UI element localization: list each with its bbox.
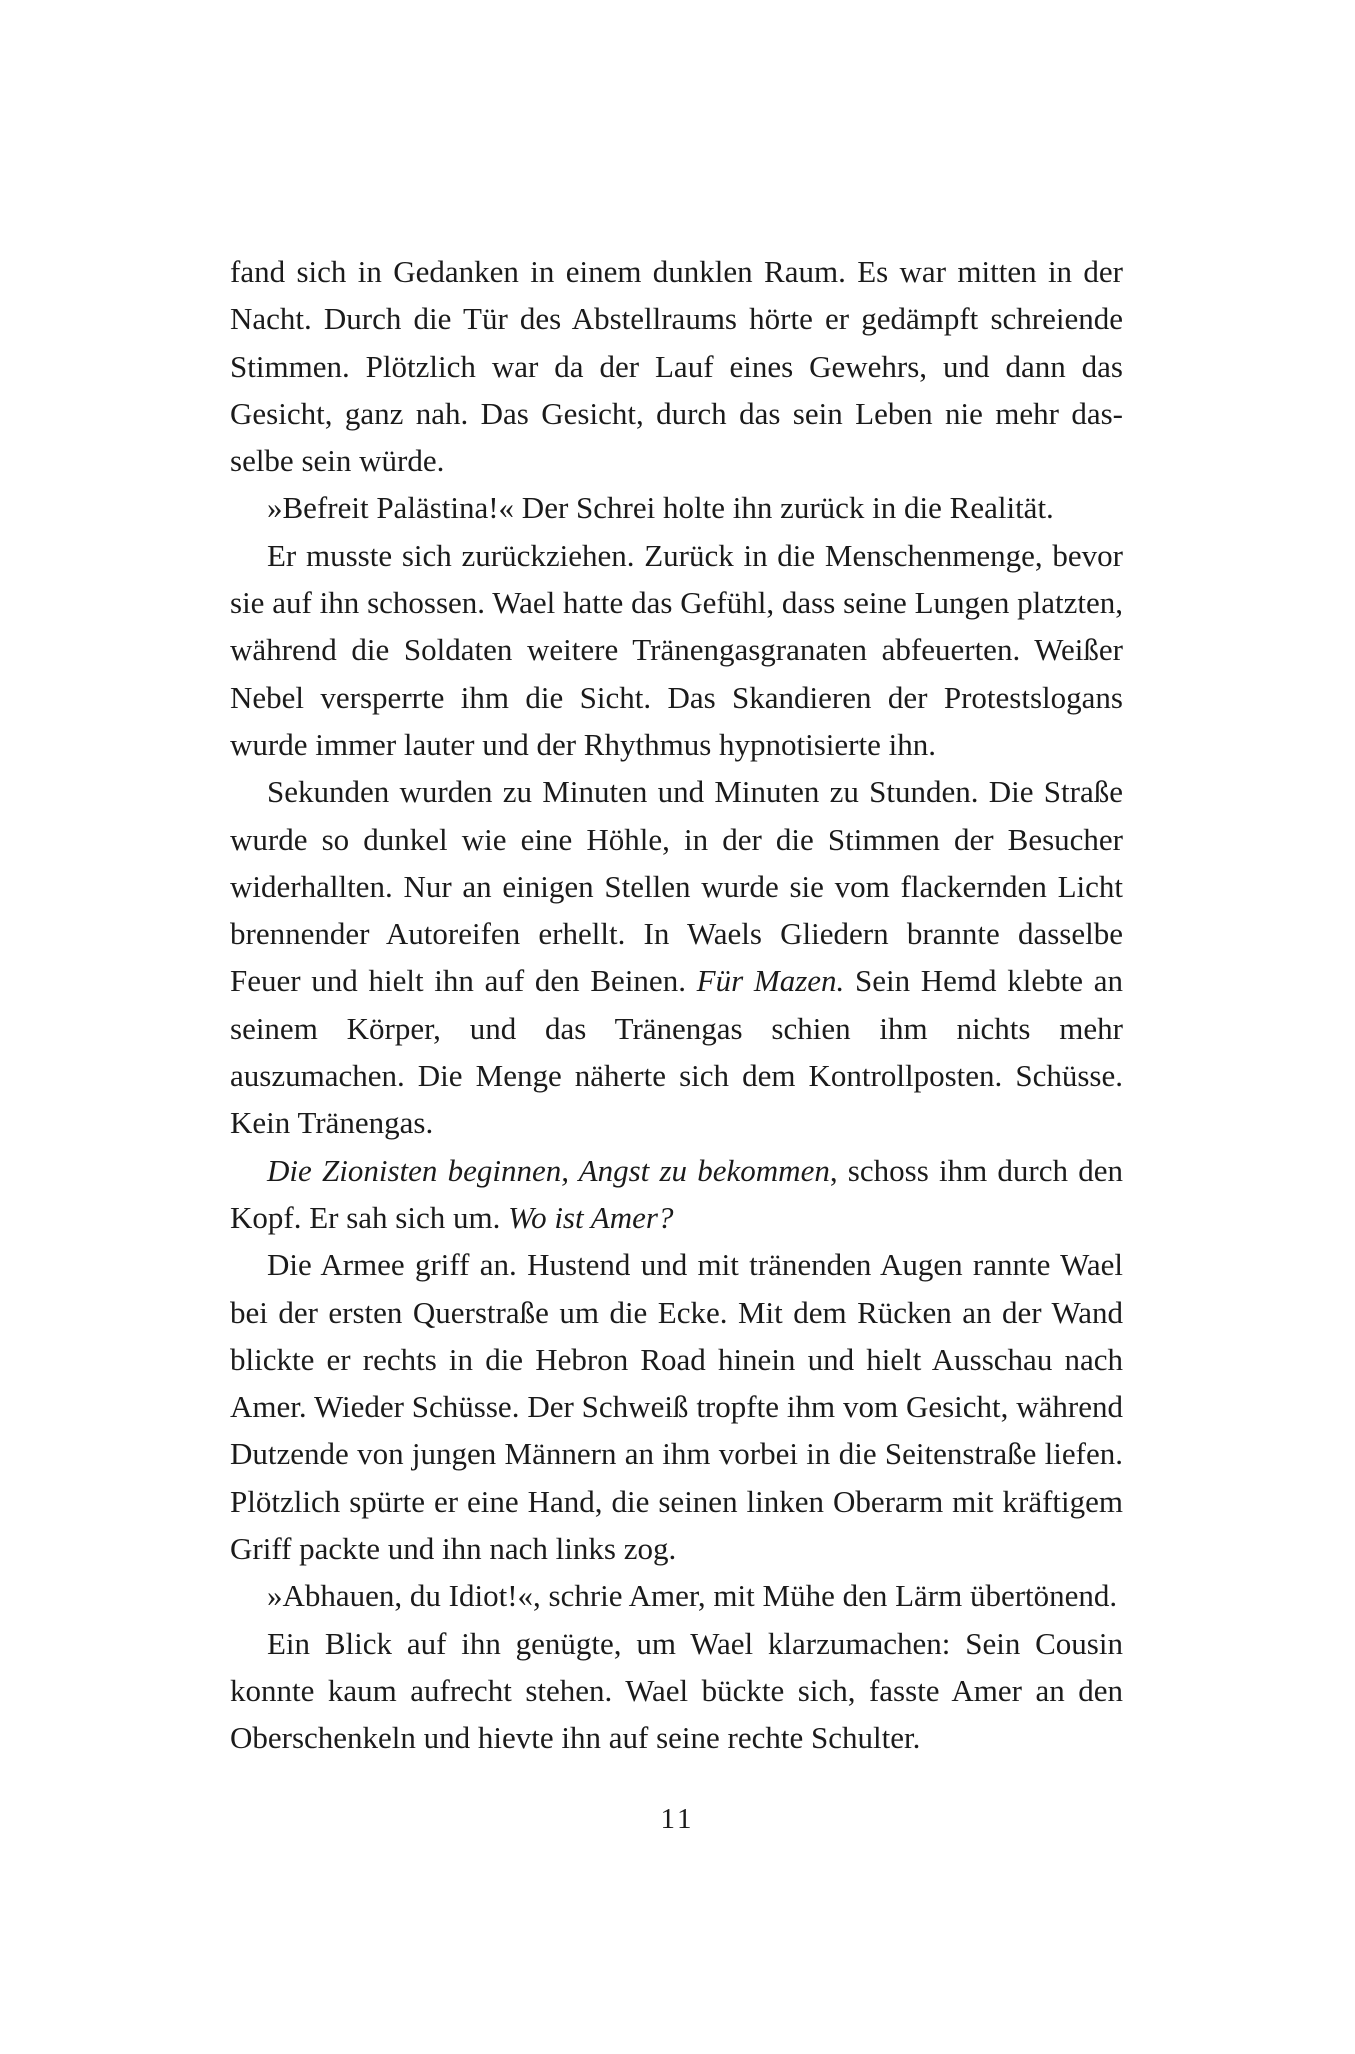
paragraph: Sekunden wurden zu Minuten und Minuten zu Stunden. Die Straße wurde so dunkel wie eine Höhle, in der die Stimmen der Besucher widerhallten. Nur an einigen Stellen wurde sie vom flackernden Licht brennender Autoreifen erhellt. In Waels Gliedern brannte dasselbe Feuer und hielt ihn auf den Beinen. Für Mazen. Sein Hemd klebte an seinem Körper, und das Tränengas schien ihm nichts mehr auszumachen. Die Menge näherte sich dem Kontrollposten. Schüsse. Kein Tränengas. — [230, 774, 1123, 1141]
paragraph: Die Armee griff an. Hustend und mit tränenden Augen rannte Wael bei der ersten Querstraße um die Ecke. Mit dem Rücken an der Wand blickte er rechts in die Hebron Road hinein und hielt Ausschau nach Amer. Wieder Schüsse. Der Schweiß tropfte ihm vom Gesicht, während Dutzende von jungen Männern an ihm vorbei in die Seitenstraße liefen. Plötzlich spürte er eine Hand, die seinen linken Oberarm mit kräftigem Griff packte und ihn nach links zog. — [230, 1247, 1123, 1567]
paragraph: Die Zionisten beginnen, Angst zu bekommen, schoss ihm durch den Kopf. Er sah sich um. Wo ist Amer? — [230, 1152, 1123, 1235]
italic-text: Wo ist Amer? — [508, 1199, 674, 1235]
body-text — [230, 248, 1123, 1762]
paragraph: »Abhauen, du Idiot!«, schrie Amer, mit Mühe den Lärm übertönend. — [267, 1578, 1118, 1614]
italic-text: Die Zionisten beginnen, Angst zu bekommen — [267, 1152, 830, 1188]
paragraph: Er musste sich zurückziehen. Zurück in die Menschenmenge, bevor sie auf ihn schossen. Wael hatte das Gefühl, dass seine Lungen platzten, während die Soldaten weitere Tränengasgranaten abfeuerten. Weißer Nebel versperrte ihm die Sicht. Das Skandieren der Protestslogans wurde immer lauter und der Rhythmus hypnotisierte ihn. — [230, 537, 1123, 762]
paragraph: »Befreit Palästina!« Der Schrei holte ihn zurück in die Realität. — [267, 490, 1054, 526]
paragraph: Ein Blick auf ihn genügte, um Wael klarzumachen: Sein Cousin konnte kaum aufrecht stehen. Wael bückte sich, fasste Amer an den Oberschenkeln und hievte ihn auf seine rechte Schulter. — [230, 1625, 1123, 1756]
paragraph: fand sich in Gedanken in einem dunklen Raum. Es war mitten in der Nacht. Durch die Tür des Abstellraums hörte er gedämpft schreiende Stimmen. Plötzlich war da der Lauf eines Gewehrs, und dann das Gesicht, ganz nah. Das Gesicht, durch das sein Leben nie mehr dasselbe sein würde. — [230, 254, 1123, 479]
italic-text: Für Mazen. — [696, 963, 845, 999]
page-number: 11 — [660, 1803, 695, 1835]
